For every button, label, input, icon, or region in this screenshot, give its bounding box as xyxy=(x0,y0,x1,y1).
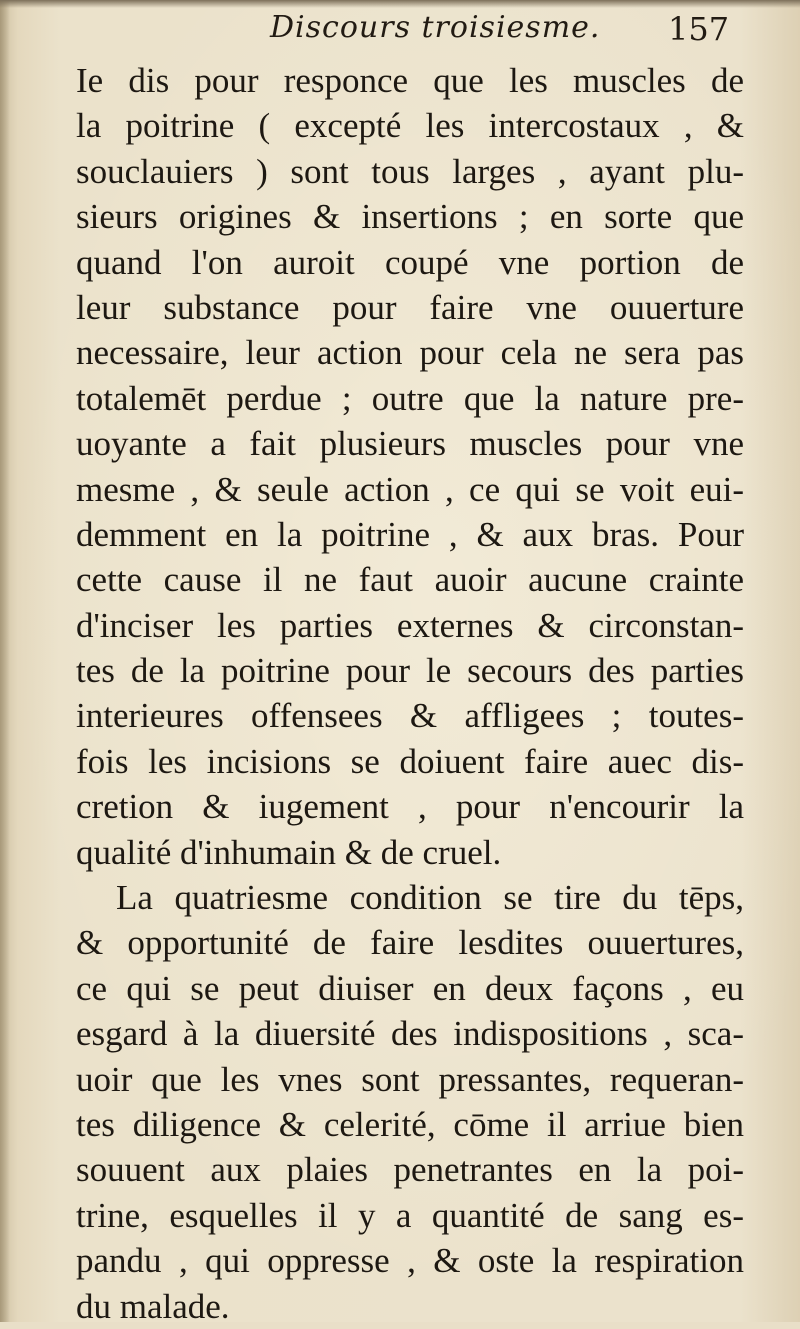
text-line: trine, esquelles il y a quantité de sang es- xyxy=(76,1195,744,1235)
paragraph-start-line: La quatriesme condition se tire du tēps, xyxy=(116,878,744,918)
text-line: cretion & iugement , pour n'encourir la xyxy=(76,787,744,827)
text-line: demment en la poitrine , & aux bras. Pour xyxy=(76,514,744,554)
text-line: pandu , qui oppresse , & oste la respiration xyxy=(76,1241,744,1281)
text-line: interieures offensees & affligees ; toutes- xyxy=(76,696,744,736)
text-line: fois les incisions se doiuent faire auec dis- xyxy=(76,741,744,781)
text-line: Ie dis pour responce que les muscles de xyxy=(76,61,744,100)
text-line: uoir que les vnes sont pressantes, requeran- xyxy=(76,1059,744,1099)
text-line: totalemēt perdue ; outre que la nature pre- xyxy=(76,378,744,418)
page-top-edge xyxy=(0,0,800,8)
text-line: ce qui se peut diuiser en deux façons , eu xyxy=(76,968,744,1008)
text-line: sieurs origines & insertions ; en sorte que xyxy=(76,197,744,237)
text-line: necessaire, leur action pour cela ne sera pas xyxy=(76,333,744,373)
text-line: & opportunité de faire lesdites ouuertures, xyxy=(76,923,744,963)
text-line: tes de la poitrine pour le secours des parties xyxy=(76,651,744,691)
text-line: leur substance pour faire vne ouuerture xyxy=(76,287,744,327)
text-line: quand l'on auroit coupé vne portion de xyxy=(76,242,744,282)
body-text xyxy=(76,58,744,1329)
text-line: d'inciser les parties externes & circonstan- xyxy=(76,605,744,645)
text-line: esgard à la diuersité des indispositions , sca- xyxy=(76,1014,744,1054)
text-line: la poitrine ( excepté les intercostaux , & xyxy=(76,106,744,146)
text-line: souuent aux plaies penetrantes en la poi- xyxy=(76,1150,744,1190)
page-number: 157 xyxy=(668,10,730,48)
text-line: mesme , & seule action , ce qui se voit eui- xyxy=(76,469,744,509)
text-line: souclauiers ) sont tous larges , ayant plu- xyxy=(76,151,744,191)
text-line: qualité d'inhumain & de cruel. xyxy=(76,832,502,872)
text-line: uoyante a fait plusieurs muscles pour vne xyxy=(76,424,744,464)
running-head: Discours troisiesme. xyxy=(270,10,601,45)
text-line: tes diligence & celerité, cōme il arriue bien xyxy=(76,1104,744,1144)
text-line: cette cause il ne faut auoir aucune crainte xyxy=(76,560,744,600)
text-line: du malade. xyxy=(76,1286,230,1326)
page-binding-shadow xyxy=(0,0,10,1322)
